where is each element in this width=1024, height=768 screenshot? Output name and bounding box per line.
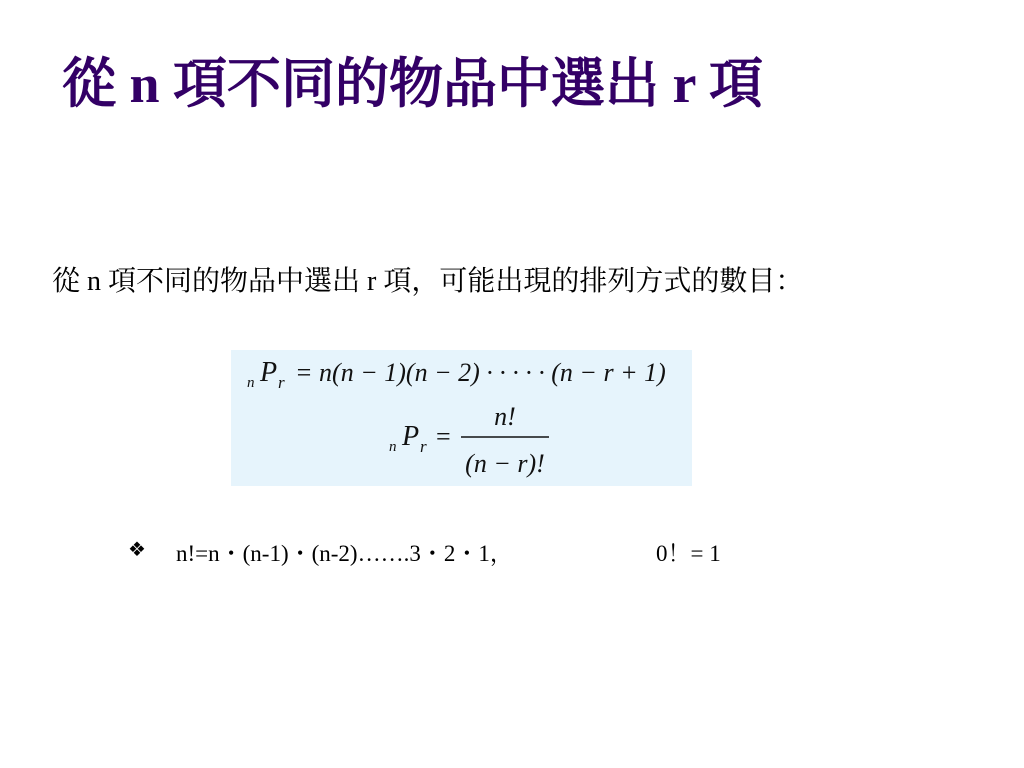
formula-svg <box>231 350 692 486</box>
formula2-sub-n: n <box>389 439 397 455</box>
formula2-p: P <box>402 421 420 452</box>
slide-subtitle: 從 n 項不同的物品中選出 r 項，可能出現的排列方式的數目： <box>52 266 804 297</box>
factorial-definition: n!=n・(n-1)・(n-2)…….3・2・1， <box>176 541 513 566</box>
bullet-item <box>128 535 828 569</box>
formula2-sub-r: r <box>420 437 427 456</box>
diamond-bullet-icon: ❖ <box>128 537 146 561</box>
formula1-p: P <box>260 357 278 388</box>
slide-title: 從 n 項不同的物品中選出 r 項 <box>62 54 764 114</box>
formula2-numerator: n! <box>494 402 516 431</box>
formula1-sub-n: n <box>247 375 255 391</box>
zero-factorial: 0！= 1 <box>656 541 721 566</box>
formula2-eq: = <box>436 422 451 451</box>
formula1-rhs: = n(n − 1)(n − 2) · · · · · (n − r + 1) <box>295 358 666 387</box>
formula-box <box>231 350 692 486</box>
formula2-denominator: (n − r)! <box>465 449 545 478</box>
formula1-sub-r: r <box>278 373 285 392</box>
